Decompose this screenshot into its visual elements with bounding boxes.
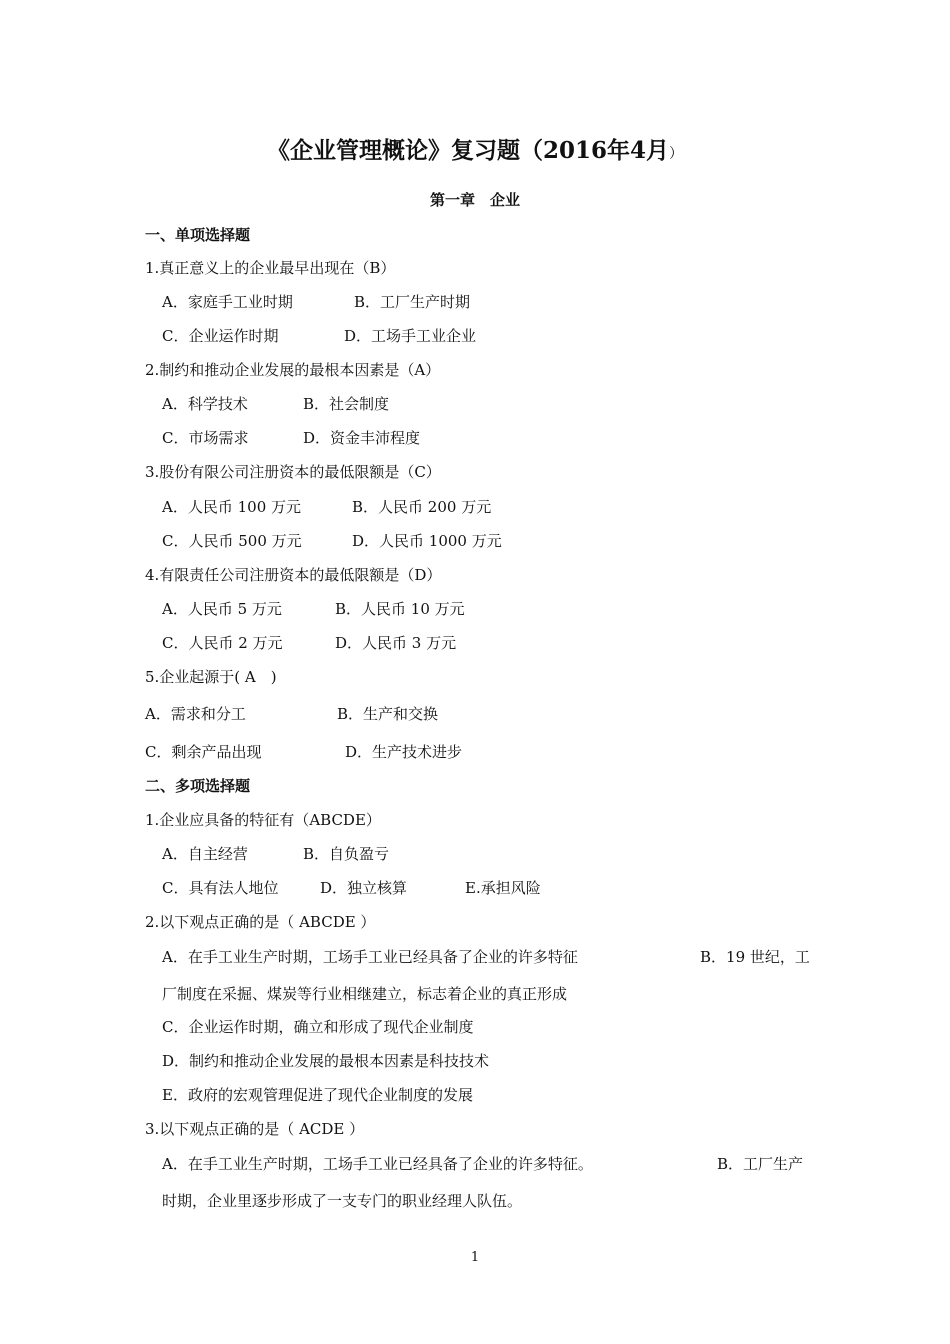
option-c: C．市场需求 [162, 429, 249, 447]
section-single-choice: 一、单项选择题 [145, 226, 251, 244]
option-d: D．生产技术进步 [345, 743, 463, 761]
option-c: C．企业运作时期 [162, 327, 279, 345]
question-stem: 2.制约和推动企业发展的最根本因素是（A） [145, 361, 441, 379]
option-c: C．剩余产品出现 [145, 743, 262, 761]
option-a: A．人民币 100 万元 [162, 498, 301, 516]
option-d: D．独立核算 [320, 879, 408, 897]
title-main: 《企业管理概论》复习题（2016年4月 [266, 137, 670, 164]
option-b: B．工厂生产 [717, 1155, 804, 1173]
section-multiple-choice: 二、多项选择题 [145, 777, 251, 795]
option-c: C．人民币 2 万元 [162, 634, 283, 652]
option-a: A．自主经营 [162, 845, 248, 863]
option-a: A．在手工业生产时期，工场手工业已经具备了企业的许多特征 [162, 948, 578, 966]
option-b: B．工厂生产时期 [354, 293, 471, 311]
option-d: D．制约和推动企业发展的最根本因素是科技技术 [162, 1052, 490, 1070]
option-c: C．具有法人地位 [162, 879, 279, 897]
option-b-continued: 时期，企业里逐步形成了一支专门的职业经理人队伍。 [162, 1192, 523, 1210]
option-b: B．社会制度 [303, 395, 390, 413]
question-stem: 1.企业应具备的特征有（ABCDE） [145, 811, 381, 829]
option-a: A．家庭手工业时期 [162, 293, 293, 311]
option-a: A．在手工业生产时期，工场手工业已经具备了企业的许多特征。 [162, 1155, 593, 1173]
option-b: B．自负盈亏 [303, 845, 390, 863]
option-d: D．人民币 3 万元 [335, 634, 457, 652]
question-stem: 1.真正意义上的企业最早出现在（B） [145, 259, 396, 277]
option-e: E.承担风险 [465, 879, 541, 897]
option-a: A．需求和分工 [145, 705, 246, 723]
option-b: B．生产和交换 [337, 705, 439, 723]
question-stem: 4.有限责任公司注册资本的最低限额是（D） [145, 566, 442, 584]
option-b: B．人民币 10 万元 [335, 600, 465, 618]
option-d: D．资金丰沛程度 [303, 429, 421, 447]
option-b-continued: 厂制度在采掘、煤炭等行业相继建立，标志着企业的真正形成 [162, 985, 568, 1003]
option-e: E．政府的宏观管理促进了现代企业制度的发展 [162, 1086, 473, 1104]
option-c: C．企业运作时期，确立和形成了现代企业制度 [162, 1018, 474, 1036]
option-c: C．人民币 500 万元 [162, 532, 302, 550]
page-number: 1 [470, 1250, 480, 1265]
option-b: B．人民币 200 万元 [352, 498, 492, 516]
option-d: D．工场手工业企业 [344, 327, 477, 345]
page-title [0, 136, 950, 169]
option-a: A．科学技术 [162, 395, 248, 413]
chapter-heading: 第一章 企业 [429, 191, 520, 209]
question-stem: 2.以下观点正确的是（ ABCDE ） [145, 913, 376, 931]
title-close: ） [669, 146, 684, 162]
option-d: D．人民币 1000 万元 [352, 532, 502, 550]
question-stem: 3.以下观点正确的是（ ACDE ） [145, 1120, 365, 1138]
option-b: B．19 世纪，工 [700, 948, 810, 966]
question-stem: 5.企业起源于( A ) [145, 668, 277, 686]
question-stem: 3.股份有限公司注册资本的最低限额是（C） [145, 463, 441, 481]
option-a: A．人民币 5 万元 [162, 600, 282, 618]
